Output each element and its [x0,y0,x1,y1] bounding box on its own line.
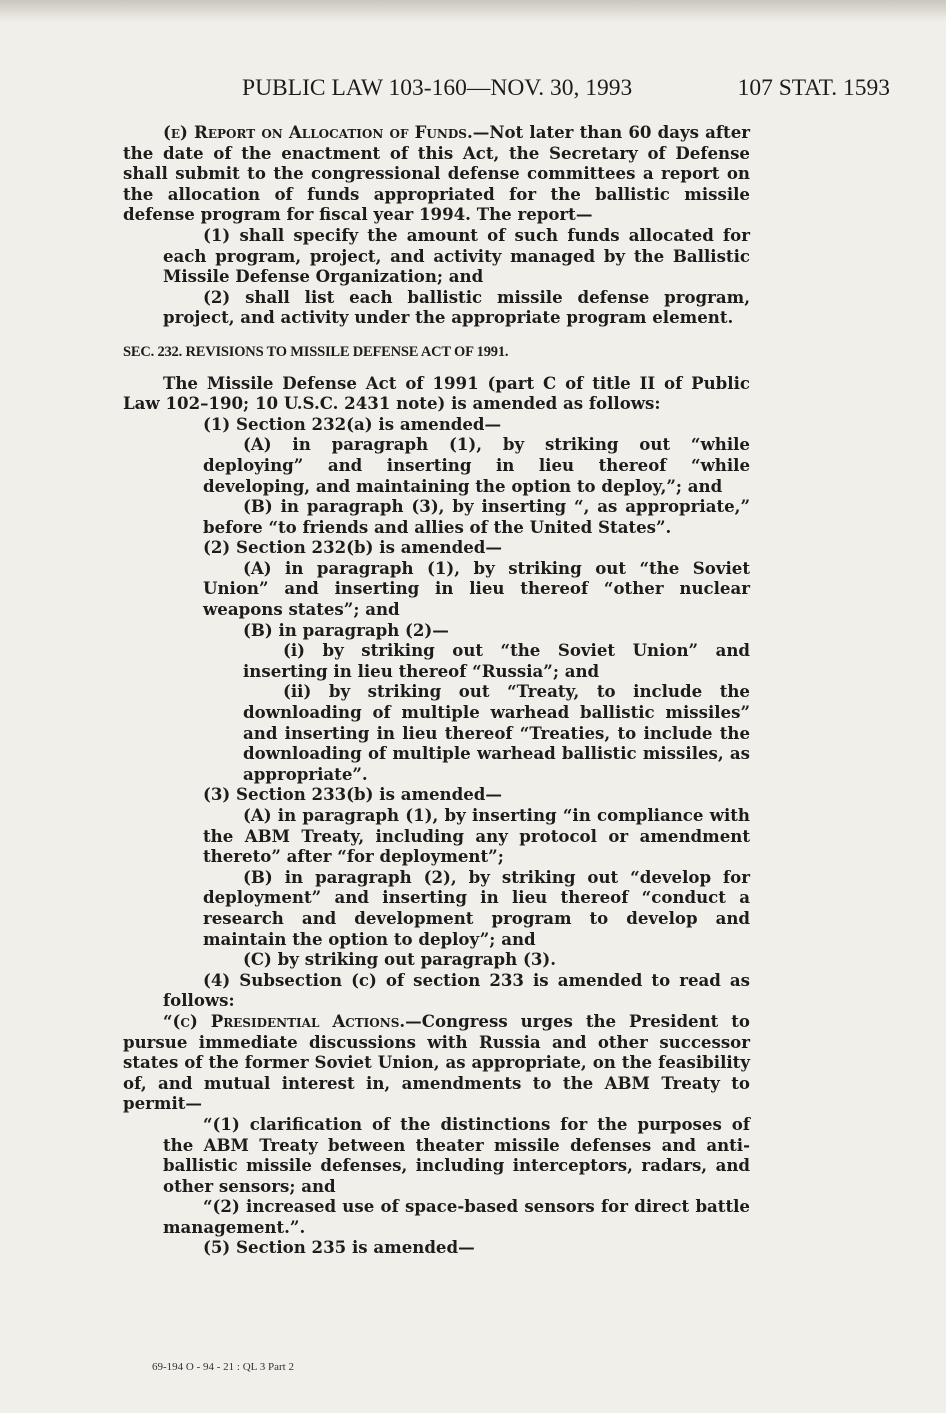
item-1B: (B) in paragraph (3), by inserting “, as appropriate,” before “to friends and allies of the United States”. [203,496,750,537]
subsection-c-text: Congress urges the President to pursue immediate discussions with Russia and other successor states of the former Soviet Union, as appropriate, on the feasibility of, and mutual interest in, amendments to the ABM Treaty to permit— [123,1010,750,1114]
subsection-c-caption: “(c) Presidential Actions.— [163,1010,422,1031]
item-2B-i: (i) by striking out “the Soviet Union” and inserting in lieu thereof “Russia”; and [243,640,750,681]
scan-top-edge [0,0,946,22]
page-body [123,122,750,1258]
item-4: (4) Subsection (c) of section 233 is amended to read as follows: [163,969,750,1011]
section-intro: The Missile Defense Act of 1991 (part C of title II of Public Law 102–190; 10 U.S.C. 2431 note) is amended as follows: [123,372,750,414]
item-2B: (B) in paragraph (2)— [243,619,449,640]
subsection-e [123,122,750,225]
header-stat-page: 107 STAT. 1593 [737,75,890,101]
paragraph-e2: (2) shall list each ballistic missile defense program, project, and activity under the appropriate program element. [163,286,750,328]
paragraph-e1: (1) shall specify the amount of such funds allocated for each program, project, and activity managed by the Ballistic Missile Defense Organization; and [163,224,750,287]
subsection-e-caption: (e) Report on Allocation of Funds.— [163,122,490,142]
item-2A: (A) in paragraph (1), by striking out “the Soviet Union” and inserting in lieu thereof “other nuclear weapons states”; and [203,557,750,620]
paragraph-c2: “(2) increased use of space-based sensors for direct battle management.”. [163,1196,750,1237]
item-1: (1) Section 232(a) is amended— [203,413,502,434]
subsection-c [123,1011,750,1114]
print-job-footer: 69-194 O - 94 - 21 : QL 3 Part 2 [152,1361,294,1373]
item-1A: (A) in paragraph (1), by striking out “while deploying” and inserting in lieu thereof “while developing, and maintaining the option to deploy,”; and [203,434,750,496]
item-5: (5) Section 235 is amended— [203,1237,475,1258]
item-2B-ii: (ii) by striking out “Treaty, to include the downloading of multiple warhead ballistic missiles” and inserting in lieu thereof “Treaties, to include the downloading of multiple warhead ballistic missiles, as appropriate”. [243,681,750,784]
section-heading: SEC. 232. REVISIONS TO MISSILE DEFENSE ACT OF 1991. [123,343,509,360]
item-3: (3) Section 233(b) is amended— [203,784,502,805]
subsection-e-text: Not later than 60 days after the date of the enactment of this Act, the Secretary of Defense shall submit to the congressional defense committees a report on the allocation of funds appropriated for the ballistic missile defense program for fiscal year 1994. The report— [123,122,750,225]
header-citation: PUBLIC LAW 103-160—NOV. 30, 1993 [242,75,633,101]
item-3A: (A) in paragraph (1), by inserting “in compliance with the ABM Treaty, including any protocol or amendment thereto” after “for deployment”; [203,805,750,867]
item-3B: (B) in paragraph (2), by striking out “develop for deployment” and inserting in lieu thereof “conduct a research and development program to develop and maintain the option to deploy”; and [203,866,750,949]
item-2: (2) Section 232(b) is amended— [203,537,502,558]
item-3C: (C) by striking out paragraph (3). [243,949,556,970]
paragraph-c1: “(1) clarification of the distinctions for the purposes of the ABM Treaty between theater missile defenses and anti-ballistic missile defenses, including interceptors, radars, and other sensors; and [163,1113,750,1196]
